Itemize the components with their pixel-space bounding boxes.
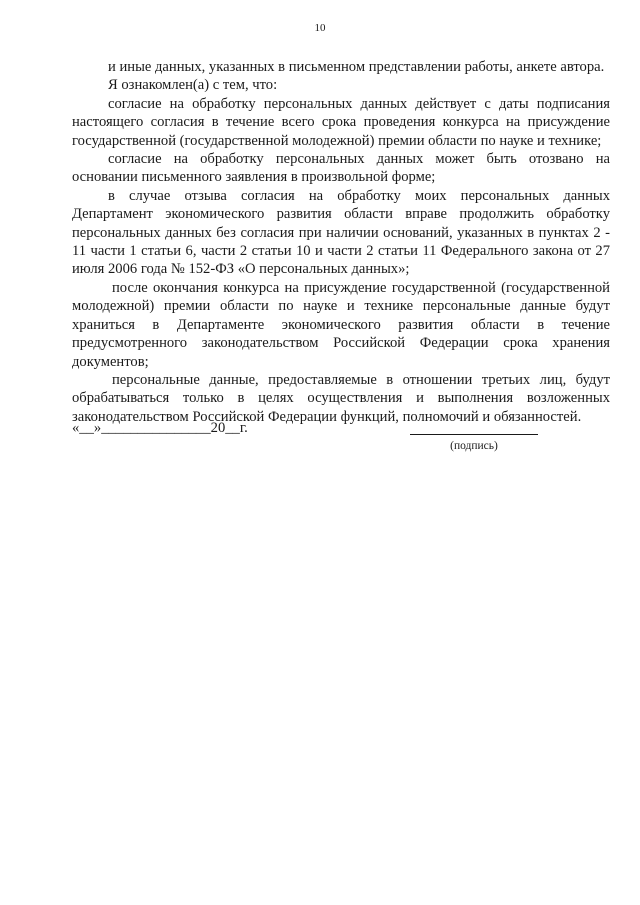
paragraph-consent-duration: согласие на обработку персональных данных действует с даты подписания настоящего согласия в течение всего срока проведения конкурса на присуждение государственной (государственной молодежной) премии области по науке и технике; (72, 95, 610, 149)
paragraph-third-party-data: персональные данные, предоставляемые в отношении третьих лиц, будут обрабатываться только в целях осуществления и выполнения возложенных законодательством Российской Федерации функций, полномочий и обязанностей. (72, 371, 610, 425)
paragraph-continuation: и иные данных, указанных в письменном представлении работы, анкете автора. (108, 59, 605, 75)
paragraph-withdrawal-processing: в случае отзыва согласия на обработку моих персональных данных Департамент экономического развития области вправе продолжить обработку персональных данных без согласия при наличии оснований, указанных в пунктах 2 - 11 части 1 статьи 6, части 2 статьи 10 и части 2 статьи 11 Федерального закона от 27 июля 2006 года № 152-ФЗ «О персональных данных»; (72, 187, 610, 278)
paragraph-data-storage: после окончания конкурса на присуждение государственной (государственной молодежной) премии области по науке и технике персональные данные будут храниться в Департаменте экономического развития области в течение предусмотренного законодательством Российской Федерации срока хранения документов; (72, 279, 610, 370)
paragraph-consent-withdrawal: согласие на обработку персональных данных может быть отозвано на основании письменного заявления в произвольной форме; (72, 151, 610, 186)
paragraph-acknowledgement: Я ознакомлен(а) с тем, что: (108, 77, 278, 94)
signature-line[interactable] (410, 434, 538, 435)
signature-block (72, 420, 610, 460)
date-field[interactable]: «__»_______________20__г. (72, 420, 248, 436)
page-number: 10 (314, 22, 326, 34)
document-body (72, 58, 610, 426)
signature-caption: (подпись) (450, 440, 498, 452)
